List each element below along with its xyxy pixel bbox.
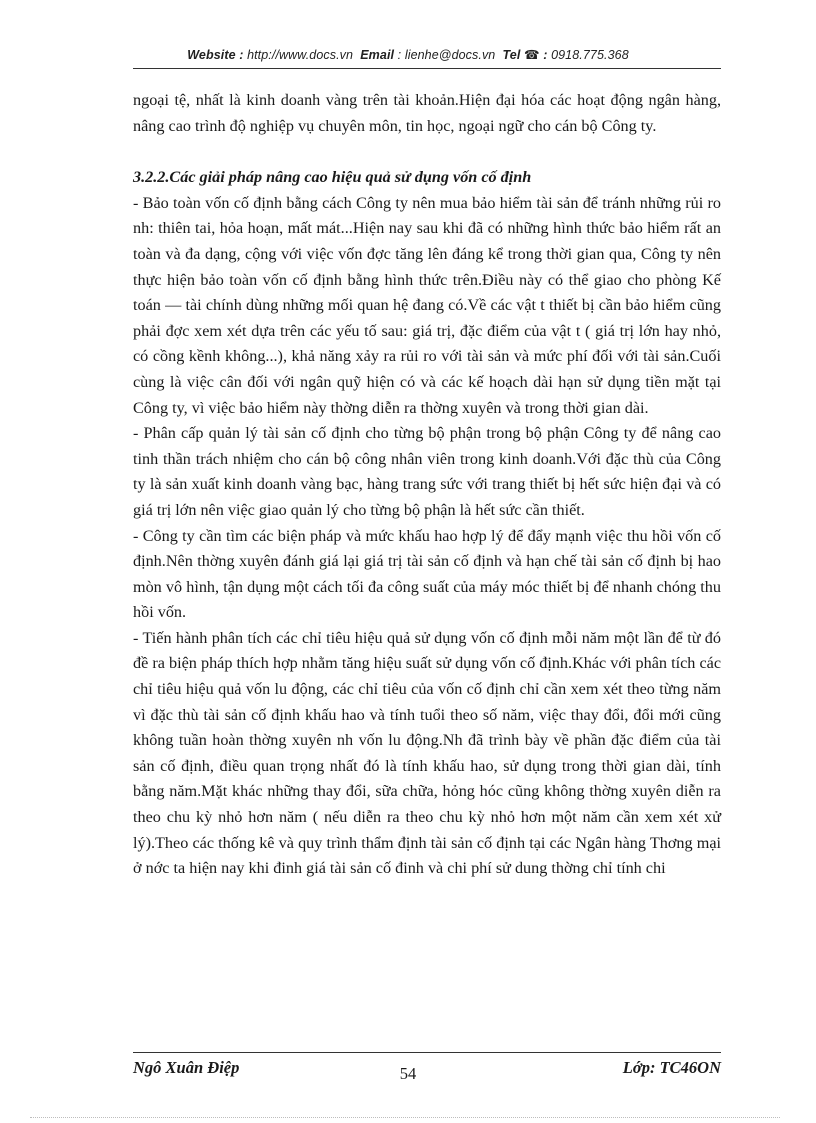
- section-heading: 3.2.2.Các giải pháp nâng cao hiệu quả sử dụng vốn cố định: [133, 168, 532, 187]
- website-value: http://www.docs.vn: [247, 48, 354, 62]
- footer-author: Ngô Xuân Điệp: [133, 1058, 240, 1077]
- email-label: Email: [360, 48, 395, 62]
- paragraph-asset-management: - Phân cấp quản lý tài sản cố định cho từng bộ phận trong bộ phận Công ty để nâng cao tinh thần trách nhiệm cho cán bộ công nhân viên trong kinh doanh.Với đặc thù của Công ty là sản xuất kinh doanh vàng bạc, hàng trang sức với trang thiết bị hết sức hiện đại và có giá trị lớn nên việc giao quản lý cho từng bộ phận là hết sức cần thiết.: [133, 424, 721, 519]
- page-header: [0, 47, 816, 62]
- footer-divider: [133, 1052, 721, 1053]
- paragraph-depreciation: - Công ty cần tìm các biện pháp và mức khấu hao hợp lý để đẩy mạnh việc thu hồi vốn cố định.Nên thờng xuyên đánh giá lại giá trị tài sản cố định và hạn chế tài sản cố định bị hao mòn vô hình, tận dụng một cách tối đa công suất của máy móc thiết bị để nhanh chóng thu hồi vốn.: [133, 526, 721, 622]
- document-body: [133, 88, 721, 882]
- website-label: Website :: [187, 48, 244, 62]
- intro-paragraph: ngoại tệ, nhất là kinh doanh vàng trên tài khoản.Hiện đại hóa các hoạt động ngân hàng, nâng cao trình độ nghiệp vụ chuyên môn, tin học, ngoại ngữ cho cán bộ Công ty.: [133, 91, 721, 135]
- footer-class: Lớp: TC46ON: [622, 1058, 721, 1077]
- paragraph-analysis: - Tiến hành phân tích các chỉ tiêu hiệu quả sử dụng vốn cố định mỗi năm một lần để từ đó đề ra biện pháp thích hợp nhằm tăng hiệu suất sử dụng vốn cố định.Khác với phân tích các chỉ tiêu hiệu quả vốn lu động, các chỉ tiêu của vốn cố định chỉ cần xem xét theo từng năm vì đặc thù tài sản cố định khấu hao và tính tuổi theo số năm, việc thay đổi, đổi mới cũng không tuần hoàn thờng xuyên nh vốn lu động.Nh đã trình bày về phần đặc điểm của tài sản cố định, điều quan trọng nhất đó là tính khấu hao, sử dụng trong thời gian dài, tính bằng năm.Mặt khác những thay đổi, sữa chữa, hỏng hóc cũng không thờng xuyên diễn ra theo chu kỳ nhỏ hơn năm ( nếu diễn ra theo chu kỳ nhỏ hơn một năm cần xem xét xử lý).Theo các thống kê và quy trình thẩm định tài sản cố định tại các Ngân hàng Thơng mại ở nớc ta hiện nay khi đinh giá tài sản cố đinh và chi phí sử dung thờng chỉ tính chi: [133, 628, 721, 878]
- page-number: 54: [399, 1064, 417, 1083]
- tel-value: 0918.775.368: [551, 48, 629, 62]
- tel-label: Tel ☎ :: [502, 48, 548, 62]
- paragraph-insurance: - Bảo toàn vốn cố định bằng cách Công ty nên mua bảo hiểm tài sản để tránh những rủi ro nh: thiên tai, hỏa hoạn, mất mát...Hiện nay sau khi đã có những hình thức bảo hiểm rất an toàn và đa dạng, cộng với việc vốn đợc tăng lên đáng kể trong thời gian qua, Công ty nên thực hiện bảo toàn vốn cố định bằng hình thức trên.Điều này có thể giao cho phòng Kế toán — tài chính dùng những mối quan hệ đang có.Về các vật t thiết bị cần bảo hiểm cũng phải đợc xem xét dựa trên các yếu tố sau: giá trị, đặc điểm của vật t ( giá trị lớn hay nhỏ, có cồng kềnh không...), khả năng xảy ra rủi ro với tài sản và mức phí đối với tài sản.Cuối cùng là việc cân đối với ngân quỹ hiện có và các kế hoạch dài hạn sử dụng tiền mặt tại Công ty, vì việc bảo hiểm này thờng diễn ra thờng xuyên và trong thời gian dài.: [133, 193, 721, 417]
- header-divider: [133, 68, 721, 69]
- email-value: : lienhe@docs.vn: [397, 48, 496, 62]
- page-bottom-edge: [30, 1117, 780, 1118]
